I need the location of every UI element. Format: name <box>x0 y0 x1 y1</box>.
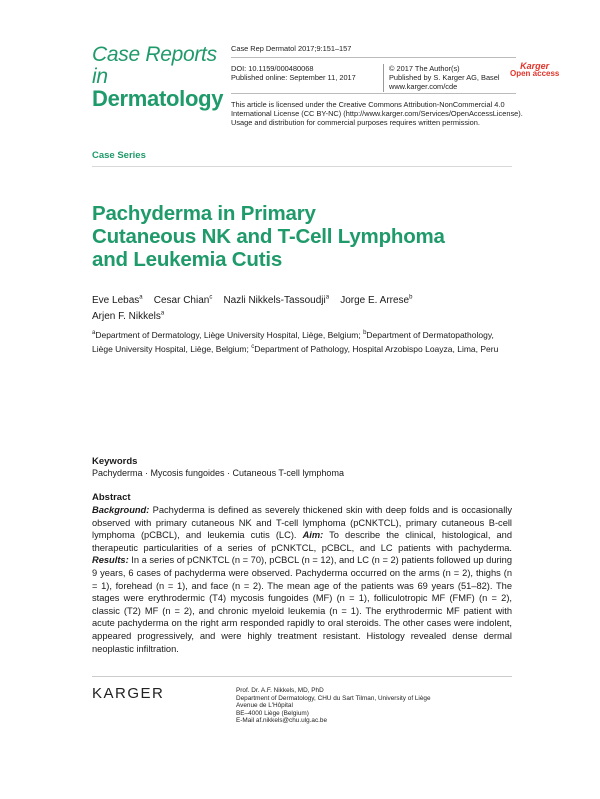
abstract-heading: Abstract <box>92 492 131 503</box>
article-title <box>92 202 512 271</box>
section-label: Case Series <box>92 150 146 161</box>
journal-title <box>92 44 224 110</box>
authors <box>92 292 512 323</box>
doi: DOI: 10.1159/000480068 <box>231 64 314 73</box>
publisher: Published by S. Karger AG, Basel <box>389 73 500 82</box>
author: Nazli Nikkels-Tassoudji$^a$ <box>223 295 330 307</box>
header-divider <box>383 64 384 92</box>
footer-rule <box>92 676 512 677</box>
website-link[interactable]: www.karger.com/cde <box>389 82 458 91</box>
citation: Case Rep Dermatol 2017;9:151–157 <box>231 44 352 53</box>
correspondence: Prof. Dr. A.F. Nikkels, MD, PhD Department of Dermatology, CHU du Sart Tilman, University of Liège Avenue de L'Hôpital BE–4000 Liège (Belgium) E-Mail af.nikkels@chu.ulg.ac.be <box>236 687 431 725</box>
author: Cesar Chian$^c$ <box>153 295 213 307</box>
copyright: © 2017 The Author(s) <box>389 64 460 73</box>
license-line1: This article is licensed under the Creative Commons Attribution-NonCommercial 4.0 <box>231 100 505 109</box>
abstract-body: Background: Pachyderma is defined as severely thickened skin with deep folds and is occasionally observed with primary cutaneous NK and T-cell lymphoma (pCNKTCL), primary cutaneous B-cell lymphoma (pCBCL), and leukemia cutis (LC). Aim: To describe the clinical, histological, and therapeutic particularities of a series of pCNKTCL, pCBCL, and LC patients with pachyderma. Results: In a series of pCNKTCL (n = 70), pCBCL (n = 12), and LC (n = 2) patients followed up during 9 years, 6 cases of pachyderma were observed. Pachyderma occurred on the arms (n = 2), thighs (n = 1), forehead (n = 1), and face (n = 2). The mean age of the patients was 69 years (51–82). The stages were erythrodermic (T4) mycosis fungoides (MF) (n = 1), folliculotropic MF (FMF) (n = 2), classic (T2) MF (n = 2), and chronic myeloid leukemia (n = 1). The erythrodermic MF patient with acute pachyderma on the right arm responded rapidly to oral steroids. The other cases were indolent, appeared progressively, and were highly treatment resistant. Histology revealed dense dermal neoplastic infiltration. <box>92 505 512 654</box>
author: Eve Lebas$^a$ <box>92 295 143 307</box>
journal-title-line1: Case Reports in <box>92 43 217 88</box>
author: Jorge E. Arrese$^b$ <box>340 295 413 307</box>
abstract-background-label: Background: <box>92 505 150 515</box>
published-date: Published online: September 11, 2017 <box>231 73 356 82</box>
title-line1: Pachyderma in Primary <box>92 202 316 225</box>
title-line3: and Leukemia Cutis <box>92 248 283 271</box>
journal-title-line2: Dermatology <box>92 86 224 111</box>
license-line2: International License (CC BY-NC) (http://www.karger.com/Services/OpenAccessLicense). <box>231 109 523 118</box>
brand-line2: Open access <box>510 69 560 78</box>
brand-line1: Karger <box>520 61 550 71</box>
abstract-aim-label: Aim: <box>302 530 324 541</box>
karger-open-access-logo <box>510 62 559 78</box>
karger-logo: KARGER <box>92 685 165 702</box>
abstract-results-label: Results: <box>92 555 129 566</box>
affiliations: $^a$Department of Dermatology, Liège University Hospital, Liège, Belgium; $^b$Department of Dermatopathology, Liège University Hospital, Liège, Belgium; $^c$Department of Pathology, Hospital Arzobispo Loayza, Lima, Peru <box>92 329 499 354</box>
contact-email[interactable]: E-Mail af.nikkels@chu.ulg.ac.be <box>236 717 328 725</box>
keywords-heading: Keywords <box>92 456 138 467</box>
section-rule <box>92 166 512 167</box>
author: Arjen F. Nikkels$^a$ <box>92 310 165 322</box>
license-line3: Usage and distribution for commercial purposes requires written permission. <box>231 118 480 127</box>
header-rule-2 <box>231 93 516 94</box>
title-line2: Cutaneous NK and T-Cell Lymphoma <box>92 225 445 248</box>
header-rule <box>231 57 516 58</box>
keywords-list: Pachyderma · Mycosis fungoides · Cutaneous T-cell lymphoma <box>92 468 344 478</box>
